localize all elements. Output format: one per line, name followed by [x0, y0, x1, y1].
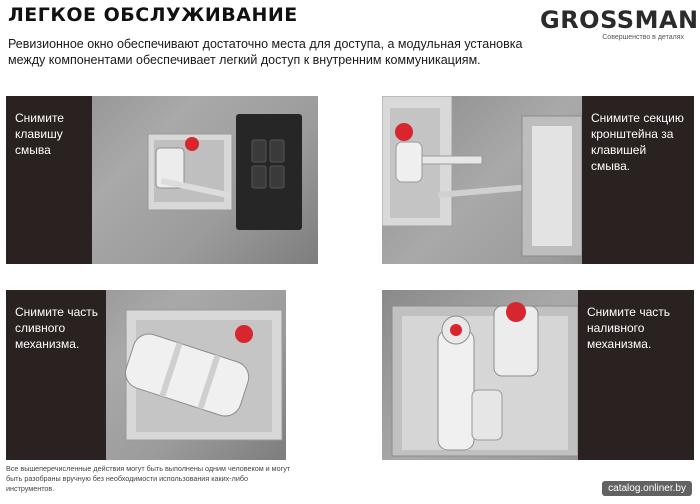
step-panel-2 [382, 96, 694, 264]
brand-name: GROSSMAN [540, 6, 699, 34]
brand-logo [540, 6, 699, 48]
step-panel-4 [382, 290, 694, 460]
step-caption-4: Снимите часть наливного механизма. [587, 305, 670, 351]
step-caption-3: Снимите часть сливного механизма. [15, 305, 98, 351]
step-photo-1 [92, 96, 318, 264]
step-panel-1 [6, 96, 318, 264]
step-caption-2: Снимите секцию кронштейна за клавишей смыва. [591, 111, 684, 173]
step-panel-3 [6, 290, 286, 460]
step-caption-box-2 [582, 96, 694, 264]
footnote: Все вышеперечисленные действия могут быть выполнены одним человеком и могут быть разобраны вручную без необходимости использования каких-либо инструментов. [6, 464, 291, 493]
step-photo-2 [382, 96, 582, 264]
brand-tagline: Совершенство в деталях [602, 34, 684, 41]
step-caption-1: Снимите клавишу смыва [15, 111, 64, 157]
step-caption-box-1 [6, 96, 92, 264]
watermark: catalog.onliner.by [602, 481, 692, 496]
step-caption-box-3 [6, 290, 106, 460]
step-photo-4 [382, 290, 578, 460]
intro-paragraph: Ревизионное окно обеспечивают достаточно места для доступа, а модульная установка между компонентами обеспечивает легкий доступ к внутренним коммуникациям. [8, 37, 523, 67]
step-caption-box-4 [578, 290, 694, 460]
page-title: ЛЕГКОЕ ОБСЛУЖИВАНИЕ [8, 4, 298, 26]
step-photo-3 [106, 290, 286, 460]
